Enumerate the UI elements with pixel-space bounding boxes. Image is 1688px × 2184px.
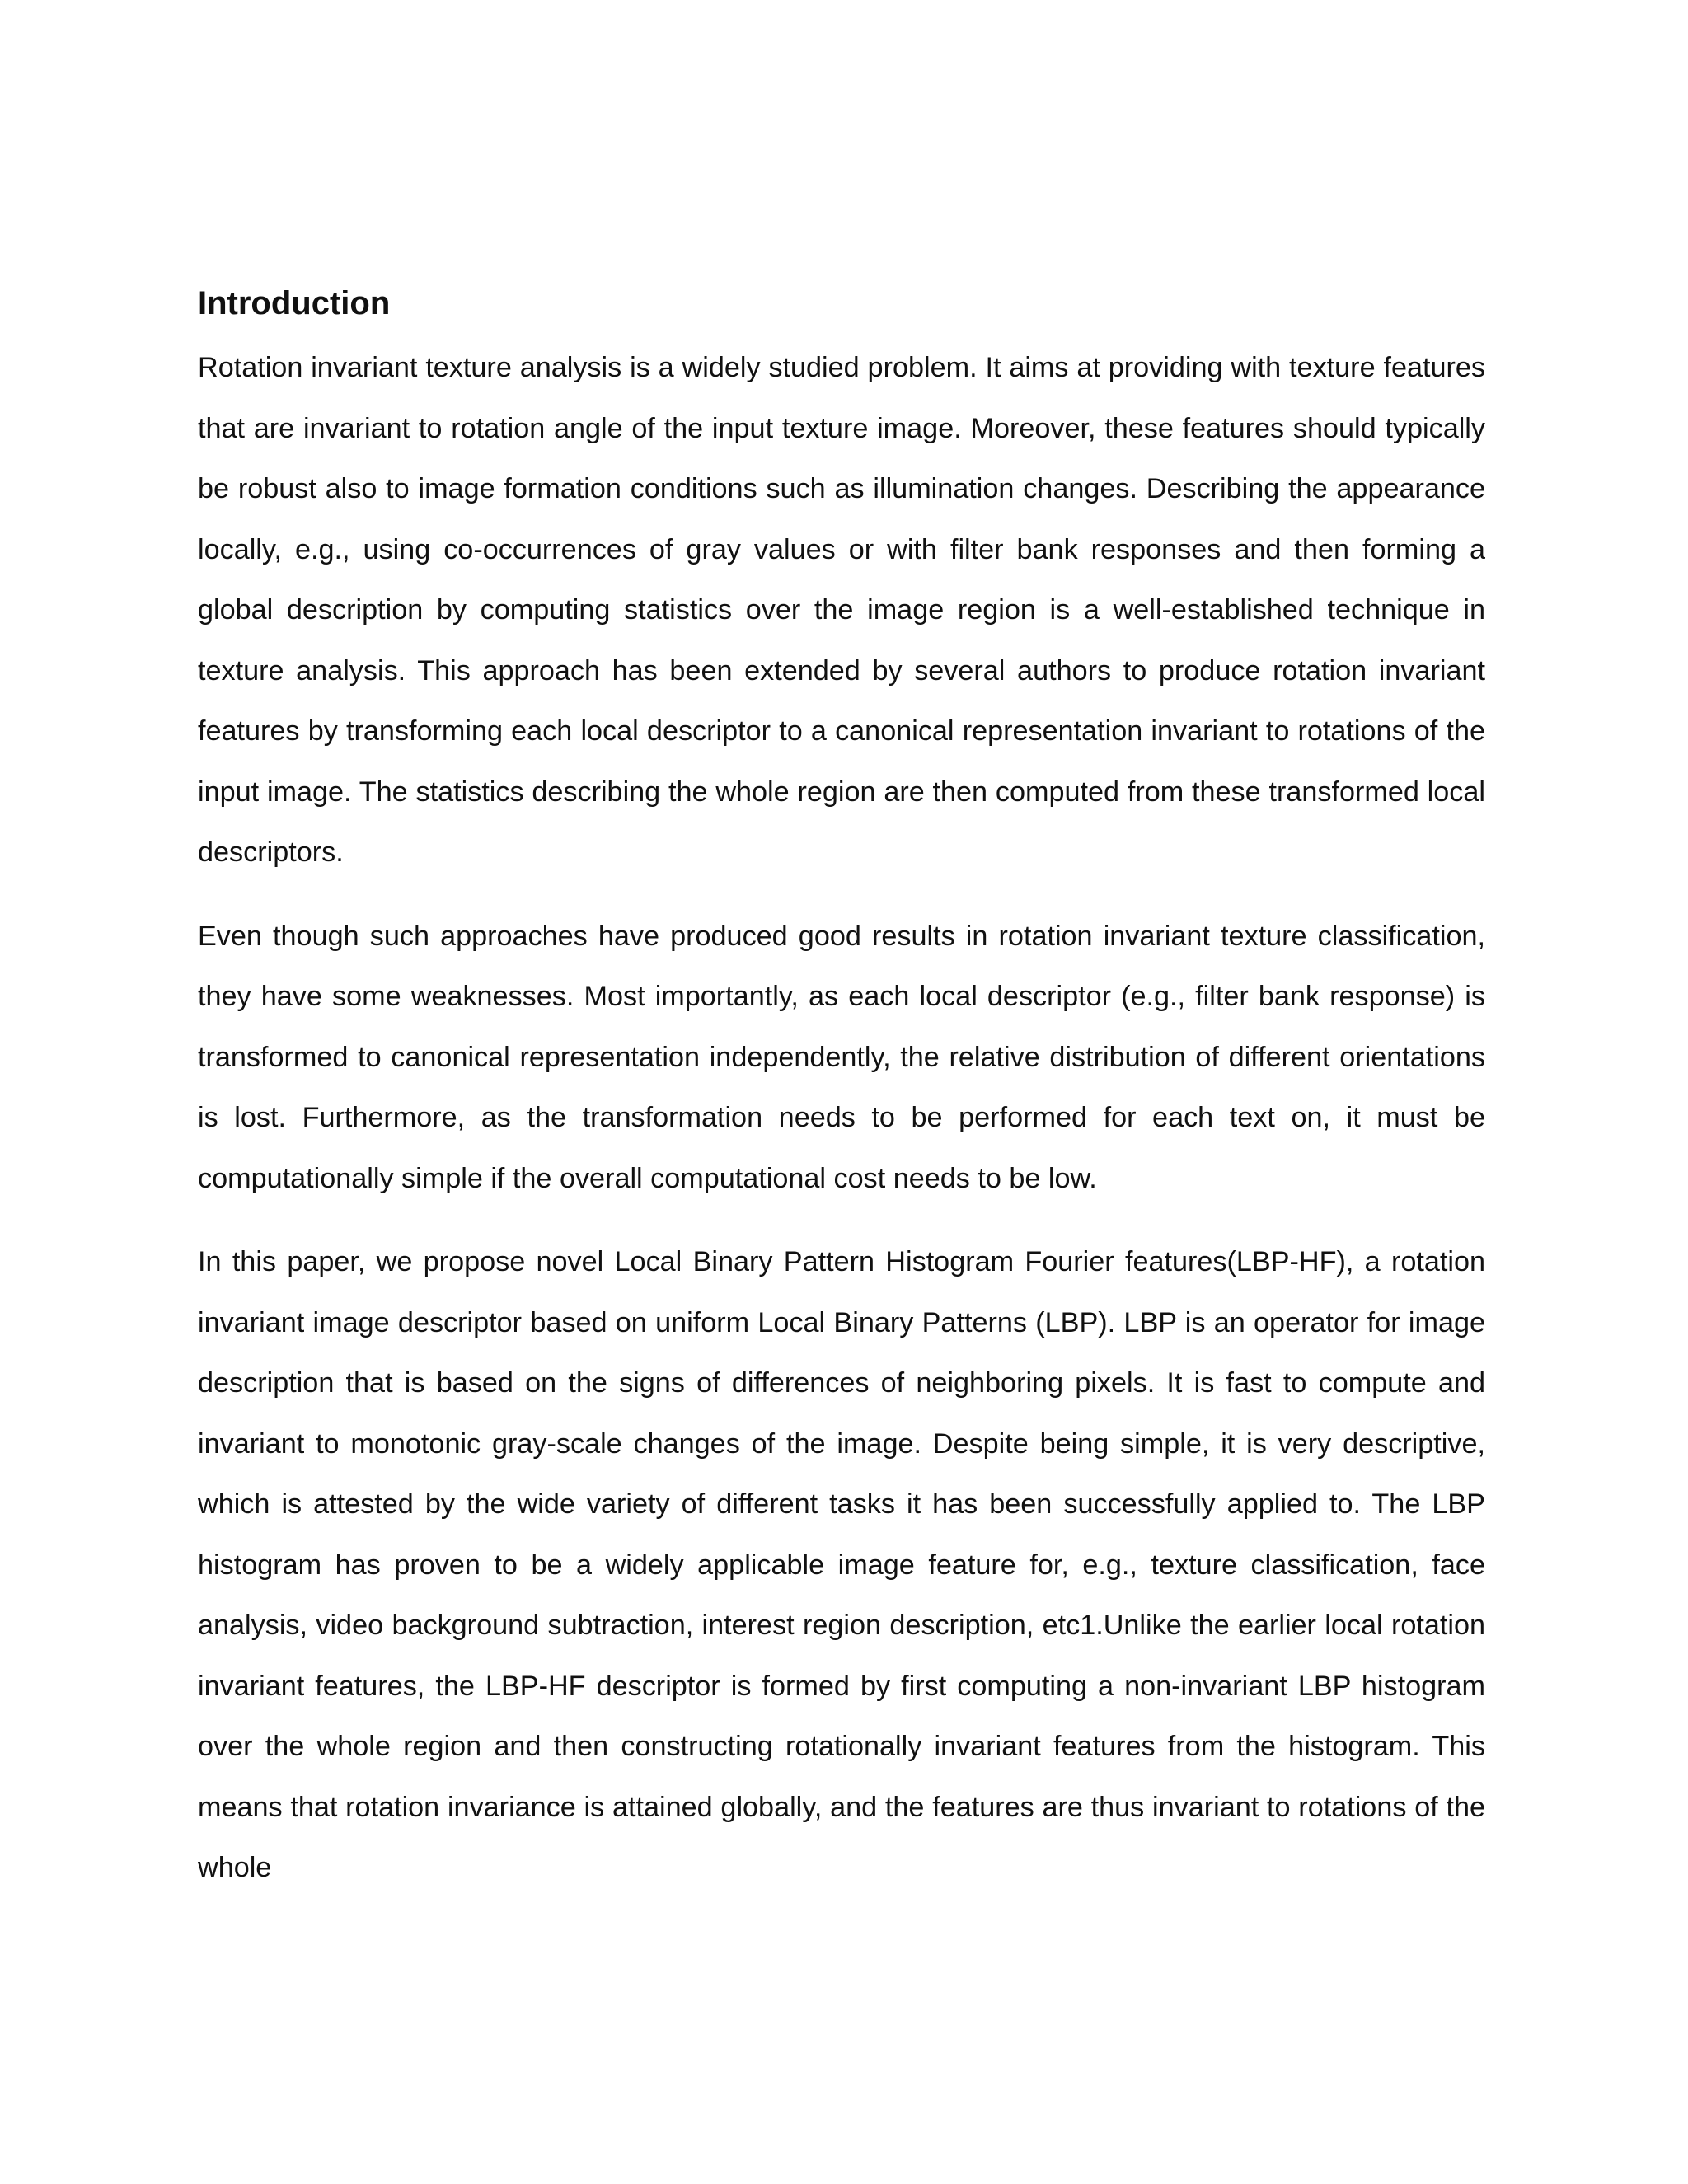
paragraph-3: In this paper, we propose novel Local Binary Pattern Histogram Fourier features(LBP-HF), a rotation invariant image descriptor based on uniform Local Binary Patterns (LBP). LBP is an operator for image description that is based on the signs of differences of neighboring pixels. It is fast to compute and invariant to monotonic gray-scale changes of the image. Despite being simple, it is very descriptive, which is attested by the wide variety of different tasks it has been successfully applied to. The LBP histogram has proven to be a widely applicable image feature for, e.g., texture classification, face analysis, video background subtraction, interest region description, etc1.Unlike the earlier local rotation invariant features, the LBP-HF descriptor is formed by first computing a non-invariant LBP histogram over the whole region and then constructing rotationally invariant features from the histogram. This means that rotation invariance is attained globally, and the features are thus invariant to rotations of the whole (198, 1246, 1485, 1883)
paragraph-2: Even though such approaches have produced good results in rotation invariant texture classification, they have some weaknesses. Most importantly, as each local descriptor (e.g., filter bank response) is transformed to canonical representation independently, the relative distribution of different orientations is lost. Furthermore, as the transformation needs to be performed for each text on, it must be computationally simple if the overall computational cost needs to be low. (198, 920, 1485, 1194)
section-heading: Introduction (198, 285, 391, 321)
document-content (198, 280, 1485, 1922)
paragraph-1: Rotation invariant texture analysis is a widely studied problem. It aims at providing with texture features that are invariant to rotation angle of the input texture image. Moreover, these features should typically be robust also to image formation conditions such as illumination changes. Describing the appearance locally, e.g., using co-occurrences of gray values or with filter bank responses and then forming a global description by computing statistics over the image region is a well-established technique in texture analysis. This approach has been extended by several authors to produce rotation invariant features by transforming each local descriptor to a canonical representation invariant to rotations of the input image. The statistics describing the whole region are then computed from these transformed local descriptors. (198, 352, 1485, 868)
